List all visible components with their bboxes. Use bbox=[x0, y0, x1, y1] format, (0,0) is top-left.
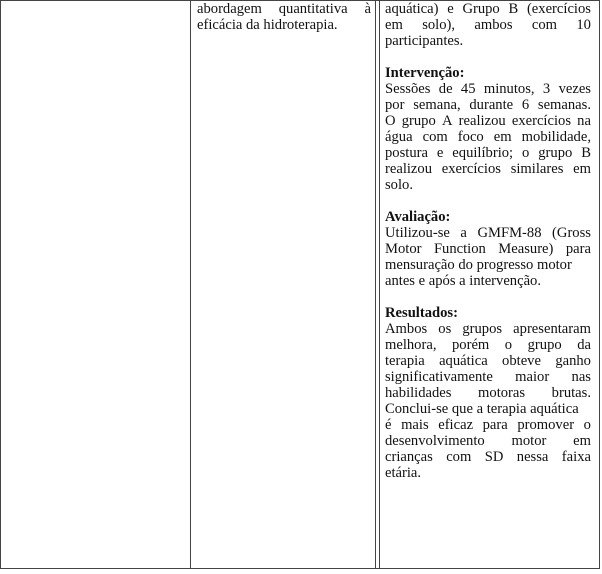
word: durante bbox=[469, 97, 514, 113]
word: nessa bbox=[516, 449, 549, 465]
text-line: mensuração do progresso motor bbox=[385, 257, 572, 273]
text-line bbox=[385, 161, 591, 177]
text-line: etária. bbox=[385, 465, 422, 481]
word: 45 bbox=[460, 81, 476, 97]
text-line bbox=[385, 433, 591, 449]
word: em bbox=[573, 161, 591, 177]
text-line bbox=[385, 17, 591, 33]
word: Motor bbox=[385, 241, 422, 257]
word: aquática bbox=[439, 353, 488, 369]
word: equilíbrio; bbox=[452, 145, 514, 161]
text-line bbox=[385, 145, 591, 161]
word: é bbox=[385, 417, 392, 433]
text-line bbox=[385, 369, 591, 385]
word: postura bbox=[385, 145, 428, 161]
word: 3 bbox=[542, 81, 551, 97]
word: maior bbox=[515, 369, 550, 385]
word: os bbox=[438, 321, 452, 337]
word: faixa bbox=[561, 449, 591, 465]
word: grupo bbox=[527, 337, 562, 353]
word: realizou bbox=[385, 161, 432, 177]
word: crianças bbox=[385, 449, 433, 465]
word: melhora, bbox=[385, 337, 437, 353]
word: o bbox=[504, 337, 513, 353]
text-line bbox=[385, 97, 591, 113]
word: semana, bbox=[413, 97, 461, 113]
word: foco bbox=[457, 129, 484, 145]
word: o bbox=[583, 417, 591, 433]
text-line: participantes. bbox=[385, 33, 464, 49]
word: mobilidade, bbox=[521, 129, 591, 145]
word: obteve bbox=[502, 353, 541, 369]
word: e bbox=[447, 1, 454, 17]
section-heading-resultados: Resultados: bbox=[385, 305, 458, 321]
word: Measure) bbox=[498, 241, 554, 257]
text-line bbox=[385, 81, 591, 97]
word: aquática) bbox=[385, 1, 439, 17]
word: promover bbox=[517, 417, 575, 433]
text-line: eficácia da hidroterapia. bbox=[197, 17, 338, 33]
word: vezes bbox=[558, 81, 591, 97]
word: (Gross bbox=[552, 225, 591, 241]
word: B bbox=[581, 145, 591, 161]
word: quantitativa bbox=[278, 1, 348, 17]
word: grupos bbox=[462, 321, 503, 337]
word: grupo bbox=[538, 145, 573, 161]
section-heading-avaliacao: Avaliação: bbox=[385, 209, 451, 225]
word: em bbox=[573, 433, 591, 449]
table-cell-approach bbox=[191, 1, 376, 568]
word: em bbox=[493, 129, 512, 145]
word: porém bbox=[451, 337, 490, 353]
text-line: solo. bbox=[385, 177, 413, 193]
text-line bbox=[385, 337, 591, 353]
text-line: antes e após a intervenção. bbox=[385, 273, 541, 289]
word: (exercícios bbox=[526, 1, 591, 17]
word: B bbox=[508, 1, 519, 17]
word: em bbox=[385, 17, 403, 33]
text-line bbox=[385, 417, 591, 433]
word: mais bbox=[401, 417, 429, 433]
word: ambos bbox=[474, 17, 513, 33]
text-line: Conclui-se que a terapia aquática bbox=[385, 401, 579, 417]
word: à bbox=[364, 1, 371, 17]
word: Utilizou-se bbox=[385, 225, 450, 241]
word: Sessões bbox=[385, 81, 431, 97]
word: de bbox=[438, 81, 453, 97]
word: A bbox=[441, 113, 453, 129]
text-line bbox=[385, 241, 591, 257]
word: eficaz bbox=[438, 417, 474, 433]
word: minutos, bbox=[483, 81, 535, 97]
word: similares bbox=[510, 161, 564, 177]
word: ganho bbox=[555, 353, 591, 369]
word: desenvolvimento bbox=[385, 433, 485, 449]
text-line bbox=[385, 385, 591, 401]
word: O bbox=[385, 113, 396, 129]
word: 10 bbox=[576, 17, 591, 33]
text-line bbox=[385, 129, 591, 145]
word: apresentaram bbox=[513, 321, 591, 337]
text-line bbox=[385, 353, 591, 369]
table-cell-empty bbox=[1, 1, 191, 568]
word: água bbox=[385, 129, 413, 145]
word: por bbox=[385, 97, 405, 113]
word: significativamente bbox=[385, 369, 493, 385]
word: 6 bbox=[521, 97, 530, 113]
text-line bbox=[385, 321, 591, 337]
text-line bbox=[385, 225, 591, 241]
word: semanas. bbox=[537, 97, 591, 113]
word: com bbox=[531, 17, 558, 33]
word: abordagem bbox=[197, 1, 262, 17]
word: SD bbox=[484, 449, 504, 465]
table-cell-methods bbox=[379, 1, 599, 568]
word: Grupo bbox=[462, 1, 500, 17]
word: nas bbox=[571, 369, 591, 385]
word: solo), bbox=[422, 17, 456, 33]
word: GMFM-88 bbox=[477, 225, 542, 241]
word: exercícios bbox=[511, 113, 571, 129]
word: da bbox=[577, 337, 591, 353]
word: o bbox=[522, 145, 530, 161]
text-line bbox=[385, 1, 591, 17]
word: realizou bbox=[458, 113, 506, 129]
section-heading-intervencao: Intervenção: bbox=[385, 65, 465, 81]
word: exercícios bbox=[441, 161, 501, 177]
word: terapia bbox=[385, 353, 425, 369]
word: e bbox=[436, 145, 444, 161]
text-line bbox=[385, 449, 591, 465]
word: na bbox=[577, 113, 591, 129]
word: Ambos bbox=[385, 321, 428, 337]
text-line bbox=[197, 1, 371, 17]
word: grupo bbox=[401, 113, 436, 129]
word: motor bbox=[511, 433, 547, 449]
word: motoras bbox=[478, 385, 526, 401]
word: Function bbox=[433, 241, 486, 257]
word: com bbox=[422, 129, 448, 145]
word: para bbox=[565, 241, 591, 257]
word: com bbox=[446, 449, 472, 465]
text-line bbox=[385, 113, 591, 129]
word: para bbox=[482, 417, 508, 433]
word: habilidades bbox=[385, 385, 452, 401]
word: a bbox=[460, 225, 467, 241]
word: brutas. bbox=[551, 385, 591, 401]
